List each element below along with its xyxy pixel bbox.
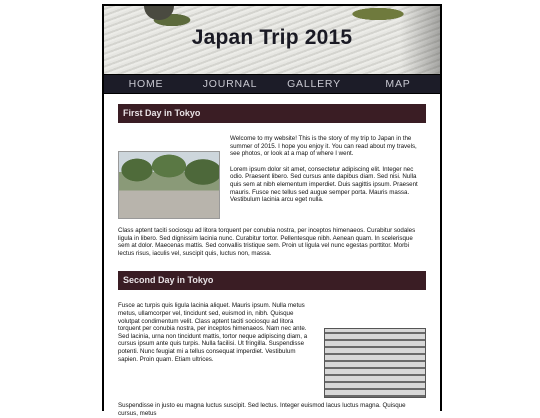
page-container xyxy=(102,4,442,417)
main-nav xyxy=(104,74,440,94)
park-photo xyxy=(118,151,220,219)
section-day1-row xyxy=(118,135,426,219)
nav-map[interactable]: MAP xyxy=(385,78,411,90)
section-day2-row xyxy=(118,302,426,398)
nav-home[interactable]: HOME xyxy=(128,78,164,90)
nav-gallery[interactable]: GALLERY xyxy=(287,78,341,90)
header-banner xyxy=(104,6,440,74)
paragraph: Lorem ipsum dolor sit amet, consectetur adipiscing elit. Integer nec odio. Praesent libero. Sed cursus ante dapibus diam. Sed nisi. Nulla quis sem at nibh elementum imperdiet. Duis sagittis ipsum. Praesent mauris. Fusce nec tellus sed augue semper porta. Mauris massa. Vestibulum lacinia arcu eget nulla. xyxy=(230,165,418,204)
section-heading-day1: First Day in Tokyo xyxy=(118,104,426,123)
section-heading-day2: Second Day in Tokyo xyxy=(118,271,426,290)
paragraph: Suspendisse in justo eu magna luctus suscipit. Sed lectus. Integer euismod lacus luctus magna. Quisque cursus, metus xyxy=(118,402,406,417)
main-content xyxy=(104,94,440,418)
paragraph: Fusce ac turpis quis ligula lacinia aliquet. Mauris ipsum. Nulla metus metus, ullamcorper vel, tincidunt sed, euismod in, nibh. Quisque volutpat condimentum velit. Class aptent taciti sociosqu ad litora torquent per conubia nostra, per inceptos himenaeos. Nam nec ante. Sed lacinia, urna non tincidunt mattis, tortor neque adipiscing diam, a cursus ipsum ante quis turpis. Nulla facilisi. Ut fringilla. Suspendisse potenti. Nunc feugiat mi a tellus consequat imperdiet. Vestibulum sapien. Proin quam. Etiam ultrices. xyxy=(118,302,308,363)
section-day1-text xyxy=(230,135,426,219)
nav-journal[interactable]: JOURNAL xyxy=(202,78,258,90)
section-day2-text xyxy=(118,302,314,398)
site-title: Japan Trip 2015 xyxy=(191,26,353,49)
banner-rock xyxy=(144,6,174,20)
wall-photo xyxy=(324,328,426,398)
paragraph: Welcome to my website! This is the story of my trip to Japan in the summer of 2015. I hope you enjoy it. You can read about my travels, see photos, or look at a map of where I went. xyxy=(230,135,417,158)
paragraph: Class aptent taciti sociosqu ad litora torquent per conubia nostra, per inceptos himenaeos. Curabitur sodales ligula in libero. Sed dignissim lacinia nunc. Curabitur tortor. Pellentesque nibh. Aenean quam. In scelerisque sem at dolor. Maecenas mattis. Sed convallis tristique sem. Proin ut ligula vel nunc egestas porttitor. Morbi lectus risus, iaculis vel, suscipit quis, luctus non, massa. xyxy=(118,227,416,257)
